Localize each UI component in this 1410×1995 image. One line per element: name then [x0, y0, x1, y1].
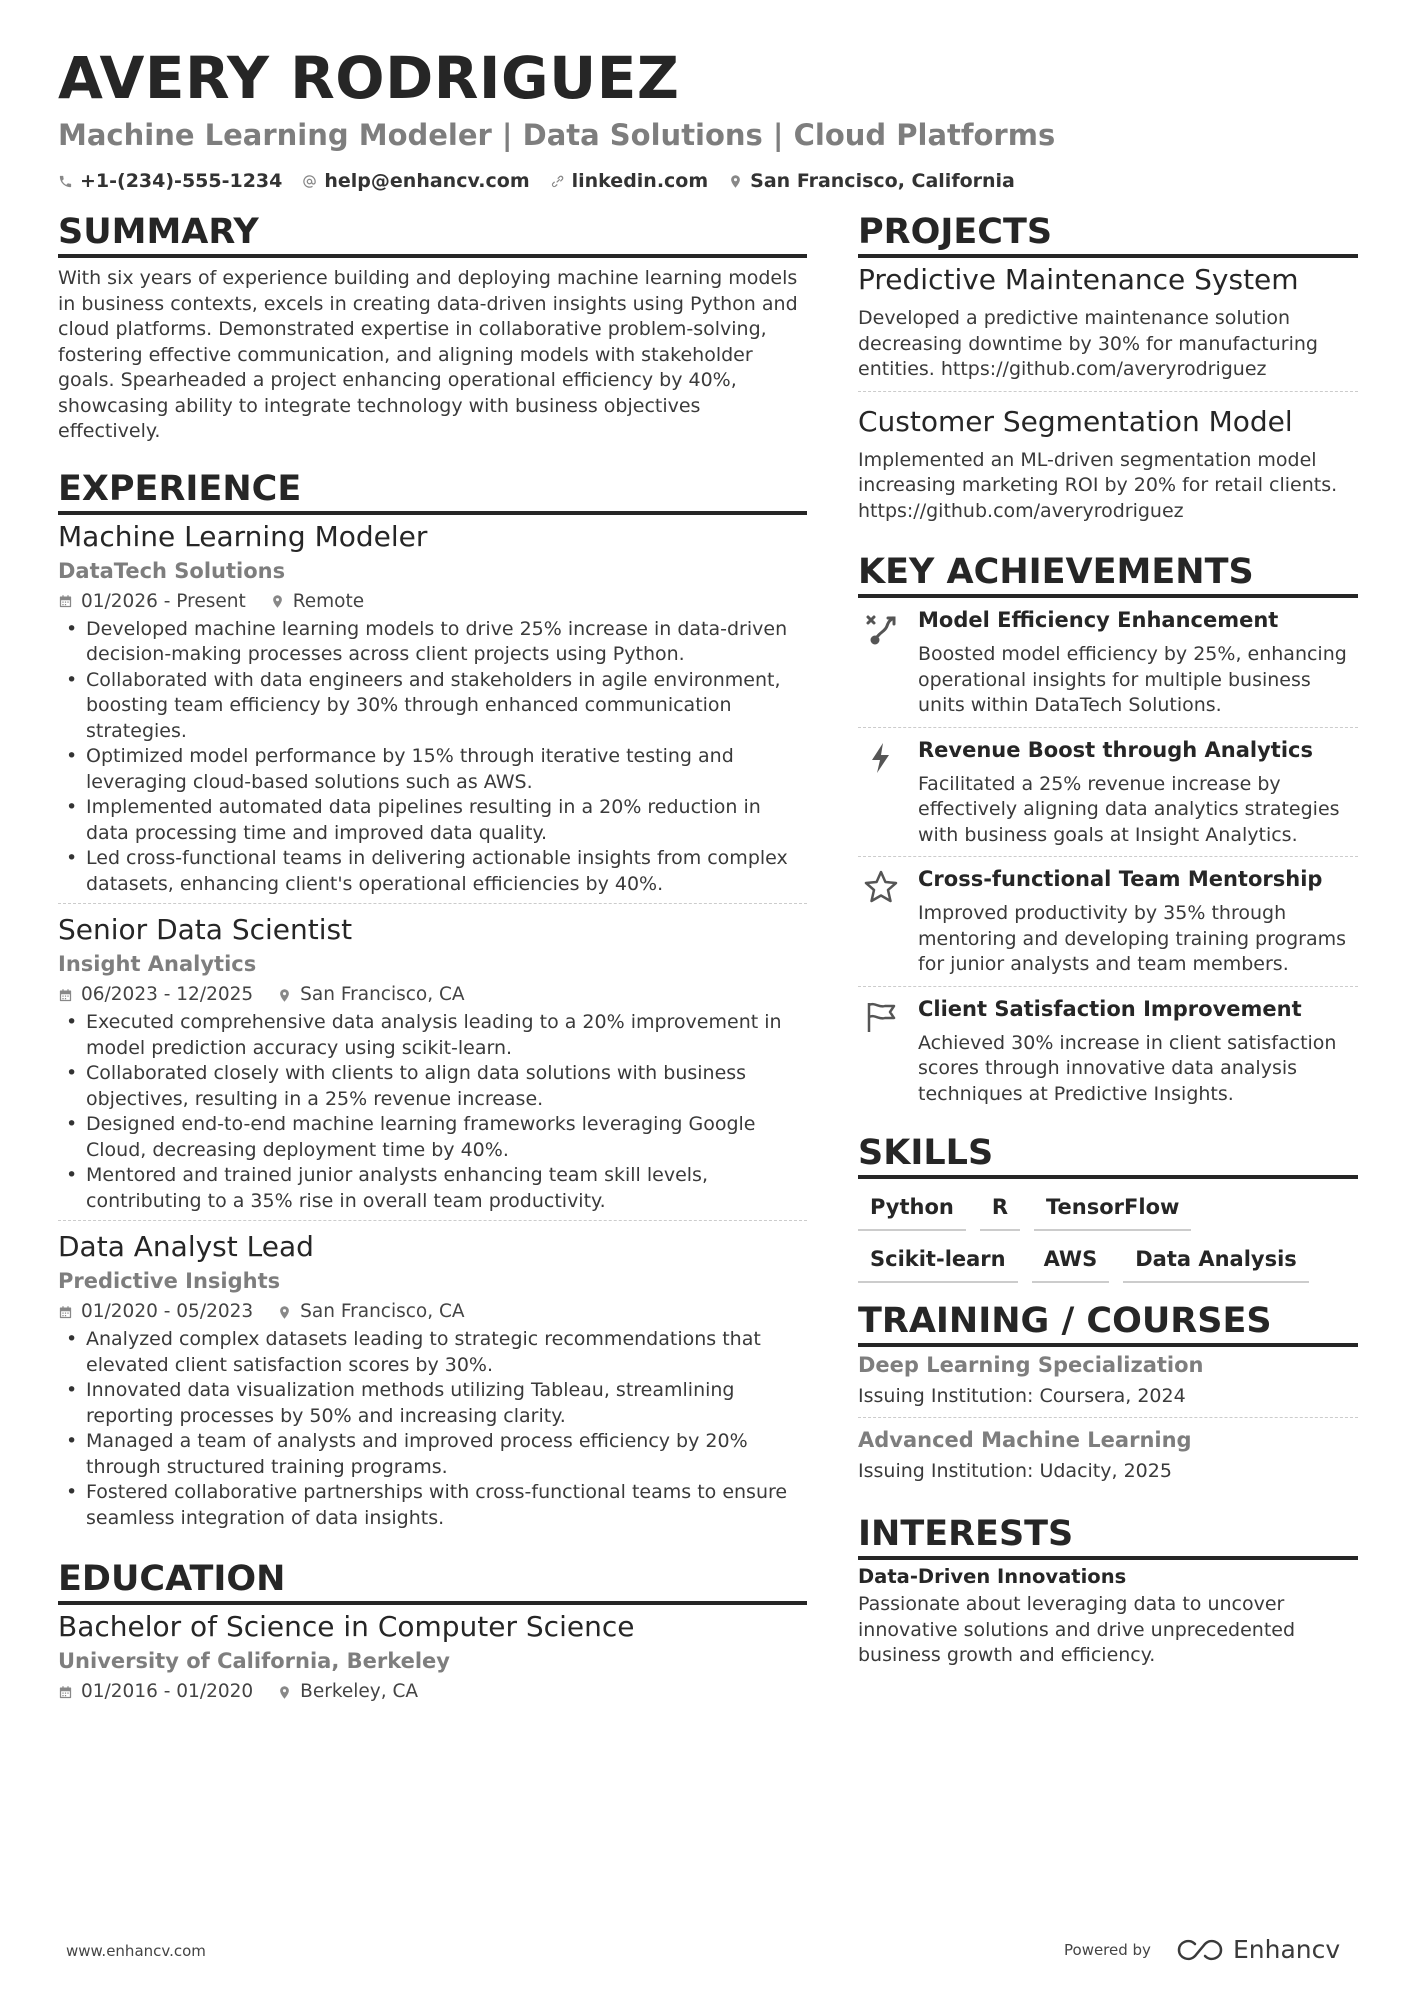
- education-heading: EDUCATION: [58, 1559, 807, 1605]
- course-entry: [858, 1349, 1358, 1418]
- phone-icon: [58, 174, 73, 189]
- achievement-item: [858, 857, 1358, 987]
- achievement-icon-wrap: [858, 865, 904, 978]
- achievement-item: [858, 598, 1358, 728]
- calendar-icon: [58, 988, 73, 1003]
- calendar-icon: [58, 1305, 73, 1320]
- map-pin-icon: [277, 988, 292, 1003]
- course-desc: Issuing Institution: Udacity, 2025: [858, 1460, 1172, 1482]
- education-dates-text: 01/2016 - 01/2020: [81, 1681, 254, 1702]
- job-dates-text: 01/2026 - Present: [81, 590, 246, 612]
- skill-tag: Python: [858, 1191, 966, 1231]
- education-location-text: Berkeley, CA: [300, 1681, 419, 1702]
- skills-list: [858, 1191, 1358, 1283]
- job-dates-text: 01/2020 - 05/2023: [81, 1301, 254, 1322]
- experience-section: [58, 469, 807, 1538]
- project-desc: Developed a predictive maintenance solution decreasing downtime by 30% for manufacturing entities. https://github.com/averyrodriguez: [858, 307, 1318, 380]
- job-bullets: [58, 1010, 807, 1214]
- job-bullet: • Collaborated with data engineers and stakeholders in agile environment, boosting team efficiency by 30% through enhanced communication strategies.: [58, 668, 807, 745]
- skill-tag: TensorFlow: [1034, 1191, 1191, 1231]
- summary-heading: SUMMARY: [58, 212, 807, 258]
- course-title: Advanced Machine Learning: [858, 1428, 1192, 1452]
- job-bullet: • Mentored and trained junior analysts enhancing team skill levels, contributing to a 35% rise in overall team productivity.: [58, 1163, 807, 1214]
- education-school: University of California, Berkeley: [58, 1649, 450, 1673]
- phone-text: +1-(234)-555-1234: [80, 170, 283, 192]
- project-title: Predictive Maintenance System: [858, 263, 1299, 296]
- education-degree: Bachelor of Science in Computer Science: [58, 1610, 635, 1643]
- contact-email[interactable]: [302, 170, 529, 192]
- job-bullet: • Collaborated closely with clients to align data solutions with business objectives, resulting in a 25% revenue increase.: [58, 1061, 807, 1112]
- job-bullet: • Designed end-to-end machine learning frameworks leveraging Google Cloud, decreasing deployment time by 40%.: [58, 1112, 807, 1163]
- at-icon: [302, 174, 317, 189]
- candidate-name: AVERY RODRIGUEZ: [58, 44, 680, 112]
- education-meta: [58, 1677, 807, 1707]
- experience-heading: EXPERIENCE: [58, 469, 807, 515]
- interest-title: Data-Driven Innovations: [858, 1565, 1127, 1588]
- contact-phone[interactable]: [58, 170, 282, 192]
- job-location: [270, 587, 364, 617]
- job-title: Data Analyst Lead: [58, 1230, 314, 1263]
- achievement-desc: Boosted model efficiency by 25%, enhancing operational insights for multiple business units within DataTech Solutions.: [918, 643, 1347, 716]
- project-entry: [858, 402, 1358, 533]
- job-title: Machine Learning Modeler: [58, 519, 428, 553]
- candidate-tagline: Machine Learning Modeler | Data Solutions | Cloud Platforms: [58, 118, 1056, 152]
- contact-bar: [58, 170, 1015, 192]
- achievement-icon-wrap: [858, 606, 904, 719]
- job-location: [277, 1297, 464, 1327]
- job-entry: [58, 519, 807, 905]
- skill-tag: R: [980, 1191, 1020, 1231]
- job-bullet: • Innovated data visualization methods utilizing Tableau, streamlining reporting processes by 50% and increasing clarity.: [58, 1378, 807, 1429]
- projects-heading: PROJECTS: [858, 212, 1358, 258]
- interests-heading: INTERESTS: [858, 1514, 1358, 1560]
- achievement-desc: Achieved 30% increase in client satisfaction scores through innovative data analysis techniques at Predictive Insights.: [918, 1031, 1337, 1105]
- education-section: [58, 1559, 807, 1707]
- job-bullet: • Led cross-functional teams in delivering actionable insights from complex datasets, enhancing client's operational efficiencies by 40%.: [58, 846, 807, 897]
- star-icon: [863, 869, 899, 905]
- contact-linkedin[interactable]: [550, 170, 709, 192]
- job-title: Senior Data Scientist: [58, 913, 353, 946]
- job-location-text: San Francisco, CA: [300, 984, 465, 1005]
- map-pin-icon: [728, 174, 743, 189]
- brand-logo[interactable]: [1177, 1935, 1340, 1964]
- map-pin-icon: [270, 594, 285, 609]
- skill-tag: Scikit-learn: [858, 1243, 1018, 1283]
- job-meta: [58, 980, 807, 1010]
- map-pin-icon: [277, 1685, 292, 1700]
- job-location: [277, 980, 464, 1010]
- brand-name: Enhancv: [1232, 1935, 1341, 1964]
- powered-by-label: Powered by: [1064, 1940, 1151, 1959]
- bolt-icon: [863, 740, 899, 776]
- training-heading: TRAINING / COURSES: [858, 1301, 1358, 1347]
- job-bullet: • Developed machine learning models to drive 25% increase in data-driven decision-making processes across client projects using Python.: [58, 617, 807, 668]
- job-entry: [58, 1229, 807, 1537]
- calendar-icon: [58, 594, 73, 609]
- job-location-text: Remote: [292, 590, 365, 612]
- map-pin-icon: [277, 1305, 292, 1320]
- project-entry: [858, 260, 1358, 392]
- summary-section: [58, 212, 807, 445]
- link-icon: [550, 174, 565, 189]
- footer-branding: [1064, 1935, 1340, 1964]
- job-bullet: • Managed a team of analysts and improved process efficiency by 20% through structured training programs.: [58, 1429, 807, 1480]
- job-dates: [58, 587, 246, 617]
- skills-section: [858, 1133, 1358, 1283]
- training-section: [858, 1301, 1358, 1492]
- linkedin-text: linkedin.com: [571, 170, 709, 192]
- achievement-icon-wrap: [858, 995, 904, 1108]
- skill-tag: Data Analysis: [1123, 1243, 1309, 1283]
- project-desc: Implemented an ML-driven segmentation model increasing marketing ROI by 20% for retail clients. https://github.com/averyrodriguez: [858, 448, 1338, 522]
- job-bullets: [58, 1327, 807, 1531]
- interests-section: [858, 1514, 1358, 1669]
- job-company: Predictive Insights: [58, 1269, 281, 1293]
- job-bullet: • Executed comprehensive data analysis leading to a 20% improvement in model prediction accuracy using scikit-learn.: [58, 1010, 807, 1061]
- achievement-title: Cross-functional Team Mentorship: [918, 867, 1323, 891]
- achievement-item: [858, 728, 1358, 858]
- achievement-title: Revenue Boost through Analytics: [918, 737, 1313, 762]
- course-desc: Issuing Institution: Coursera, 2024: [858, 1385, 1186, 1407]
- project-title: Customer Segmentation Model: [858, 404, 1293, 438]
- job-meta: [58, 587, 807, 617]
- job-company: DataTech Solutions: [58, 558, 286, 583]
- route-icon: [863, 610, 899, 646]
- skills-heading: SKILLS: [858, 1133, 1358, 1179]
- achievement-desc: Improved productivity by 35% through mentoring and developing training programs for junior analysts and team members.: [918, 902, 1347, 975]
- achievements-section: [858, 552, 1358, 1115]
- flag-icon: [863, 999, 899, 1035]
- right-column: [858, 212, 1358, 1669]
- contact-location: [728, 170, 1015, 192]
- achievement-icon-wrap: [858, 736, 904, 849]
- achievement-title: Model Efficiency Enhancement: [918, 608, 1279, 632]
- course-title: Deep Learning Specialization: [858, 1353, 1204, 1377]
- projects-section: [858, 212, 1358, 532]
- interest-desc: Passionate about leveraging data to uncover innovative solutions and drive unprecedented business growth and efficiency.: [858, 1593, 1296, 1666]
- job-bullets: [58, 617, 807, 898]
- achievement-item: [858, 987, 1358, 1116]
- footer-website[interactable]: www.enhancv.com: [66, 1942, 206, 1960]
- email-text: help@enhancv.com: [324, 170, 530, 192]
- job-meta: [58, 1297, 807, 1327]
- job-bullet: • Analyzed complex datasets leading to strategic recommendations that elevated client satisfaction scores by 30%.: [58, 1327, 807, 1378]
- achievement-desc: Facilitated a 25% revenue increase by effectively aligning data analytics strategies with business goals at Insight Analytics.: [918, 772, 1340, 846]
- calendar-icon: [58, 1685, 73, 1700]
- summary-text: With six years of experience building and deploying machine learning models in business contexts, excels in creating data-driven insights using Python and cloud platforms. Demonstrated expertise in collaborative problem-solving, fostering effective communication, and aligning models with stakeholder goals. Spearheaded a project enhancing operational efficiency by 40%, showcasing ability to integrate technology with business objectives effectively.: [58, 267, 798, 442]
- job-bullet: • Fostered collaborative partnerships with cross-functional teams to ensure seamless integration of data insights.: [58, 1480, 807, 1531]
- job-location-text: San Francisco, CA: [300, 1301, 465, 1322]
- course-entry: [858, 1424, 1358, 1492]
- job-company: Insight Analytics: [58, 952, 257, 976]
- job-bullet: • Optimized model performance by 15% through iterative testing and leveraging cloud-based solutions such as AWS.: [58, 744, 807, 795]
- job-bullet: • Implemented automated data pipelines resulting in a 20% reduction in data processing time and improved data quality.: [58, 795, 807, 846]
- left-column: [58, 212, 807, 1707]
- job-dates: [58, 1297, 253, 1327]
- job-dates: [58, 980, 253, 1010]
- job-entry: [58, 912, 807, 1221]
- education-dates: [58, 1677, 253, 1707]
- education-location: [277, 1677, 418, 1707]
- achievement-title: Client Satisfaction Improvement: [918, 996, 1302, 1021]
- location-text: San Francisco, California: [750, 170, 1015, 192]
- enhancv-logo-icon: [1177, 1938, 1223, 1962]
- skill-tag: AWS: [1032, 1243, 1110, 1283]
- achievements-heading: KEY ACHIEVEMENTS: [858, 552, 1358, 598]
- job-dates-text: 06/2023 - 12/2025: [81, 984, 254, 1005]
